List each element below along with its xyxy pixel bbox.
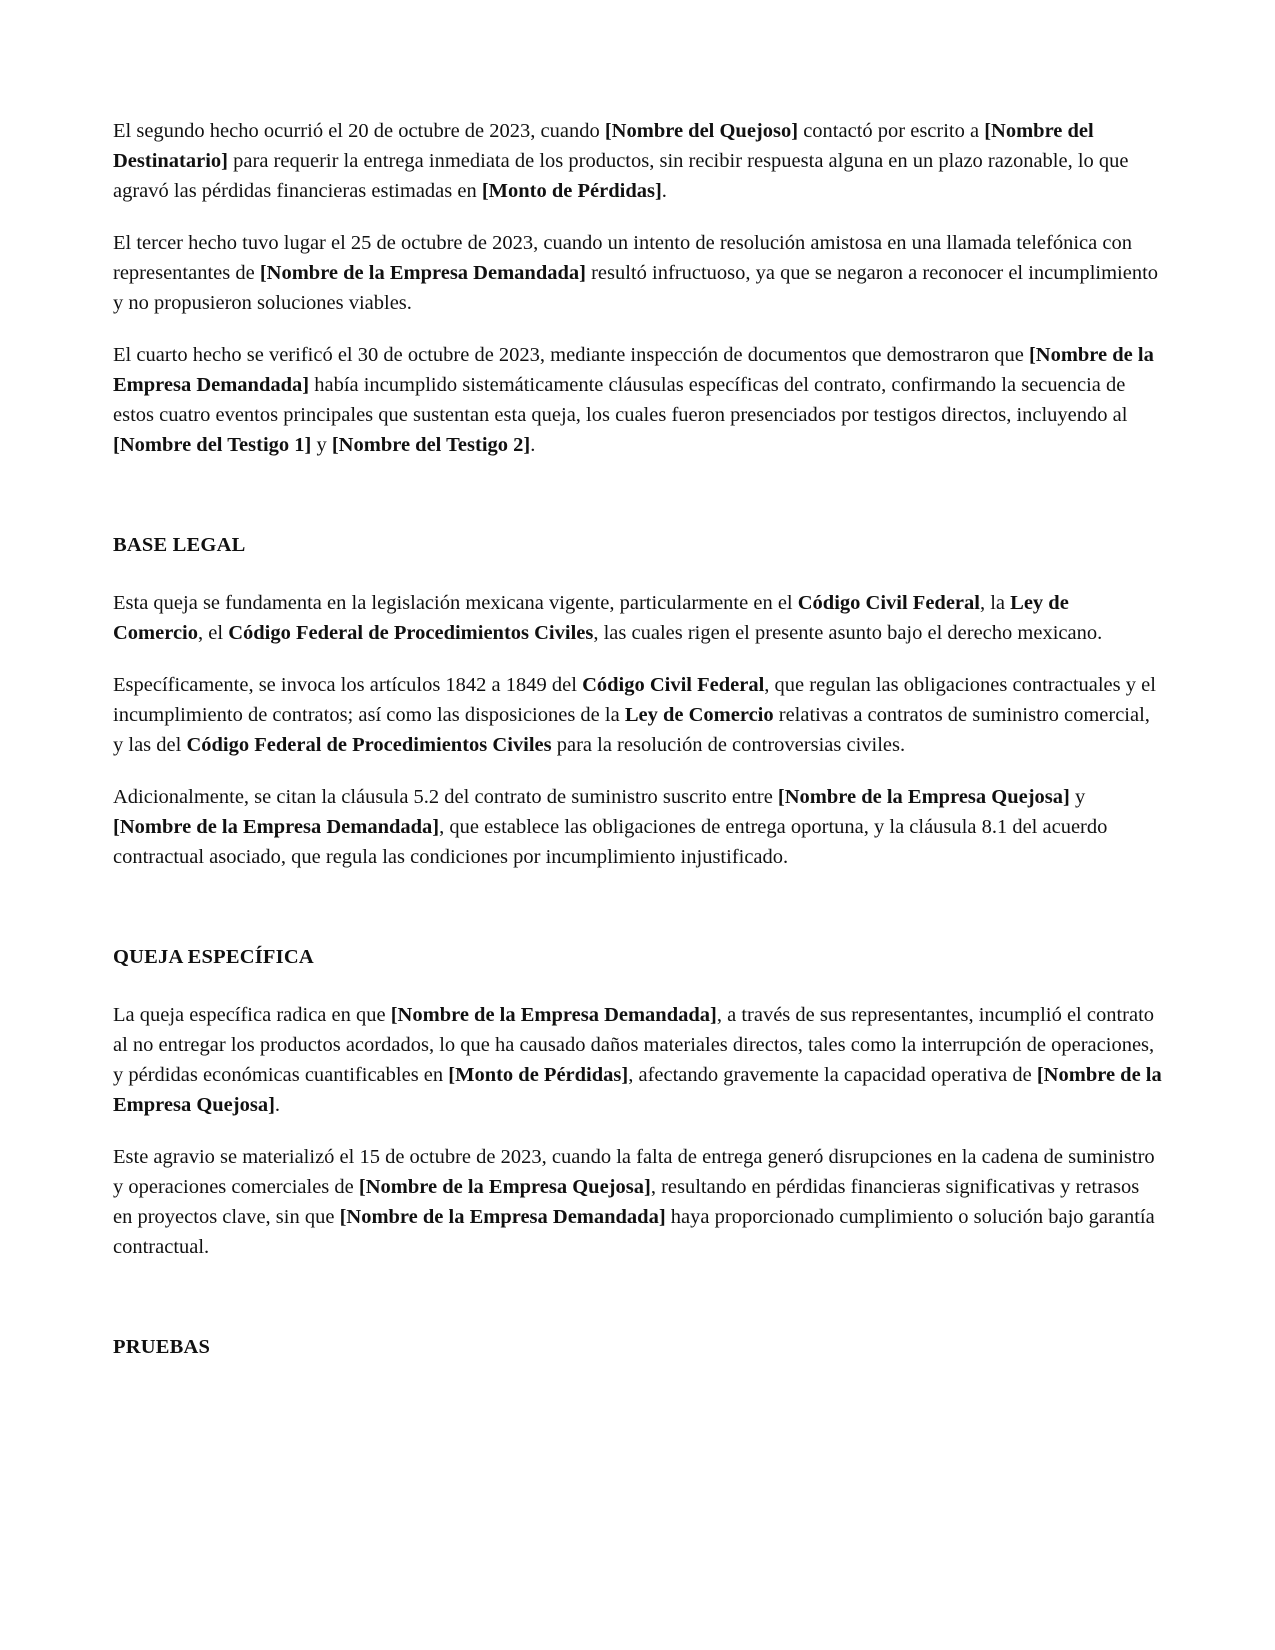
- bold-text-run: Código Civil Federal: [797, 592, 980, 614]
- section-heading: QUEJA ESPECÍFICA: [113, 946, 314, 968]
- text-run: había incumplido sistemáticamente cláusulas específicas del contrato, confirmando la secuencia de estos cuatro eventos principales que sustentan esta queja, los cuales fueron presenciados por testigos directos, incluyendo al: [113, 374, 1128, 426]
- bold-text-run: [Monto de Pérdidas]: [448, 1064, 629, 1086]
- bold-text-run: Código Federal de Procedimientos Civiles: [228, 622, 594, 644]
- text-run: resultó infructuoso, ya que se negaron a reconocer el incumplimiento y no propusieron soluciones viables.: [113, 262, 1159, 314]
- paragraph: [113, 1142, 1162, 1262]
- text-run: La queja específica radica en que: [113, 1004, 391, 1026]
- paragraph: [113, 1000, 1162, 1120]
- bold-text-run: [Nombre de la Empresa Demandada]: [113, 344, 1154, 396]
- text-run: , que regulan las obligaciones contractuales y el incumplimiento de contratos; así como las disposiciones de la: [113, 674, 1156, 726]
- bold-text-run: [Nombre de la Empresa Demandada]: [113, 816, 440, 838]
- text-run: contactó por escrito a: [798, 120, 985, 142]
- paragraph: [113, 340, 1162, 460]
- text-run: .: [530, 434, 536, 456]
- text-run: , el: [198, 622, 229, 644]
- text-run: Esta queja se fundamenta en la legislación mexicana vigente, particularmente en el: [113, 592, 798, 614]
- bold-text-run: [Nombre de la Empresa Demandada]: [339, 1206, 666, 1228]
- text-run: .: [661, 180, 667, 202]
- text-run: Este agravio se materializó el 15 de octubre de 2023, cuando la falta de entrega generó disrupciones en la cadena de suministro y operaciones comerciales de: [113, 1146, 1155, 1198]
- document-body: [113, 116, 1162, 1362]
- text-run: , resultando en pérdidas financieras significativas y retrasos en proyectos clave, sin que: [113, 1176, 1140, 1228]
- paragraph: [113, 782, 1162, 872]
- paragraph: [113, 228, 1162, 318]
- paragraph: [113, 670, 1162, 760]
- text-run: , las cuales rigen el presente asunto bajo el derecho mexicano.: [593, 622, 1103, 644]
- text-run: y: [311, 434, 332, 456]
- bold-text-run: Código Civil Federal: [582, 674, 765, 696]
- section-heading: PRUEBAS: [113, 1336, 211, 1358]
- text-run: Adicionalmente, se citan la cláusula 5.2 del contrato de suministro suscrito entre: [113, 786, 778, 808]
- bold-text-run: [Nombre del Testigo 2]: [331, 434, 531, 456]
- text-run: El tercer hecho tuvo lugar el 25 de octubre de 2023, cuando un intento de resolución amistosa en una llamada telefónica con representantes de: [113, 232, 1132, 284]
- bold-text-run: Código Federal de Procedimientos Civiles: [186, 734, 552, 756]
- bold-text-run: [Nombre del Destinatario]: [113, 120, 1094, 172]
- bold-text-run: [Nombre del Quejoso]: [604, 120, 799, 142]
- bold-text-run: [Monto de Pérdidas]: [481, 180, 662, 202]
- bold-text-run: [Nombre de la Empresa Quejosa]: [113, 1064, 1162, 1116]
- text-run: .: [274, 1094, 281, 1116]
- bold-text-run: Ley de Comercio: [624, 704, 774, 726]
- section-heading: BASE LEGAL: [113, 534, 246, 556]
- bold-text-run: Ley de Comercio: [113, 592, 1069, 644]
- bold-text-run: [Nombre de la Empresa Quejosa]: [358, 1176, 651, 1198]
- text-run: , afectando gravemente la capacidad operativa de: [628, 1064, 1037, 1086]
- text-run: relativas a contratos de suministro comercial, y las del: [113, 704, 1150, 756]
- bold-text-run: [Nombre de la Empresa Demandada]: [390, 1004, 717, 1026]
- bold-text-run: [Nombre del Testigo 1]: [113, 434, 312, 456]
- text-run: El cuarto hecho se verificó el 30 de octubre de 2023, mediante inspección de documentos que demostraron que: [113, 344, 1029, 366]
- text-run: para requerir la entrega inmediata de los productos, sin recibir respuesta alguna en un plazo razonable, lo que agravó las pérdidas financieras estimadas en: [113, 150, 1129, 202]
- text-run: haya proporcionado cumplimiento o solución bajo garantía contractual.: [113, 1206, 1155, 1258]
- text-run: y: [1069, 786, 1086, 808]
- text-run: , la: [979, 592, 1011, 614]
- paragraph: [113, 116, 1162, 206]
- text-run: , que establece las obligaciones de entrega oportuna, y la cláusula 8.1 del acuerdo contractual asociado, que regula las condiciones por incumplimiento injustificado.: [113, 816, 1108, 868]
- text-run: para la resolución de controversias civiles.: [551, 734, 906, 756]
- text-run: , a través de sus representantes, incumplió el contrato al no entregar los productos acordados, lo que ha causado daños materiales directos, tales como la interrupción de operaciones, y pérdidas económicas cuantificables en: [113, 1004, 1155, 1086]
- text-run: El segundo hecho ocurrió el 20 de octubre de 2023, cuando: [113, 120, 605, 142]
- text-run: Específicamente, se invoca los artículos 1842 a 1849 del: [113, 674, 583, 696]
- bold-text-run: [Nombre de la Empresa Quejosa]: [777, 786, 1070, 808]
- paragraph: [113, 588, 1162, 648]
- bold-text-run: [Nombre de la Empresa Demandada]: [259, 262, 586, 284]
